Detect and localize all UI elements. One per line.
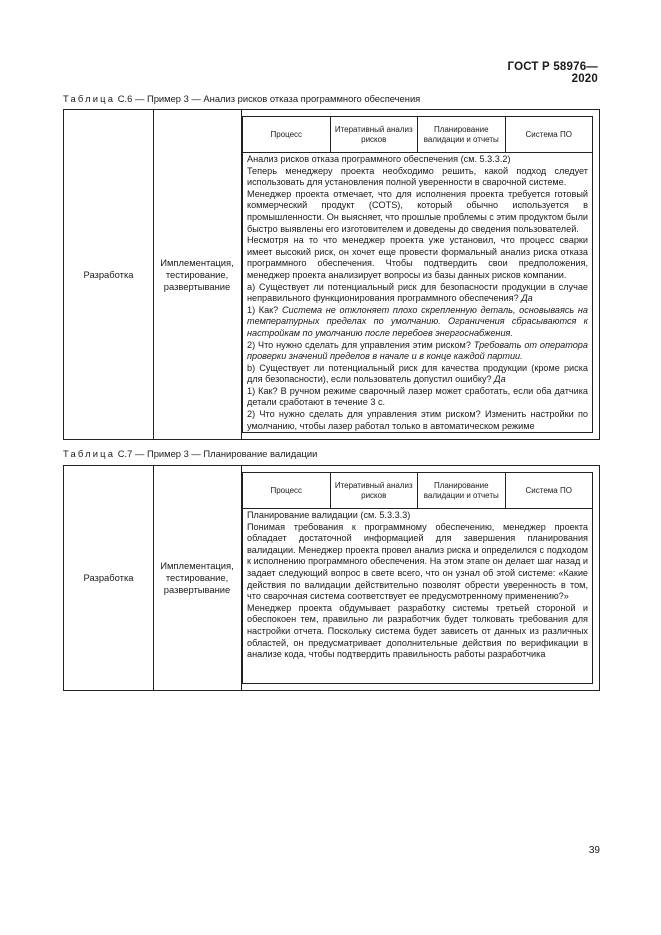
table-c7-caption — [63, 448, 317, 459]
table-c6-stage: Разработка — [83, 268, 134, 280]
document-header-standard: ГОСТ Р 58976—2020 — [507, 61, 598, 85]
table-c7-col-system: Система ПО — [525, 485, 572, 495]
table-c6-body-text — [243, 153, 592, 432]
table-c6-col-system: Система ПО — [525, 129, 572, 139]
question-a2: 2) Что нужно сделать для управления этим риском? Требовать от оператора проверки значений пределов в начале и в конце каждой партии. — [247, 339, 588, 362]
paragraph: Теперь менеджеру проекта необходимо решить, какой подход следует использовать для установления полной уверенности в сварочной системе. — [247, 165, 588, 188]
table-c6-content-box — [242, 116, 593, 433]
table-c6-caption — [63, 93, 420, 104]
table-c6-col-risk: Итеративный анализ рисков — [331, 117, 419, 152]
table-c6 — [63, 109, 600, 440]
table-c6-caption-text: С.6 — Пример 3 — Анализ рисков отказа программного обеспечения — [115, 93, 421, 104]
paragraph: Несмотря на то что менеджер проекта уже установил, что процесс сварки имеет высокий риск, он хочет еще провести формальный анализ риска отказа программного обеспечения. Чтобы подтвердить свои предположения, менеджер проекта анализирует вопросы из базы данных рисков компании. — [247, 235, 588, 280]
table-c7-col-risk: Итеративный анализ рисков — [331, 473, 419, 508]
paragraph: 2) Что нужно сделать для управления этим риском? Изменить настройки по умолчанию, чтобы лазер работал только в автоматическом режиме — [247, 409, 588, 431]
paragraph: Анализ рисков отказа программного обеспечения (см. 5.3.3.2) — [247, 154, 511, 164]
question-a1: 1) Как? Система не отклоняет плохо скрепленную деталь, основываясь на температурных пределах по умолчанию. Ограничения сбрасываются к настройкам по умолчанию после перебоев энергоснабжения. — [247, 304, 589, 338]
table-c6-caption-label: Таблица — [63, 93, 116, 104]
table-c7 — [63, 465, 600, 691]
table-c7-body-text — [243, 509, 592, 683]
table-c7-col-process: Процесс — [243, 473, 331, 508]
table-c6-col-validation: Планирование валидации и отчеты — [418, 117, 506, 152]
question-b: b) Существует ли потенциальный риск для качества продукции (кроме риска для безопасности), если пользователь допустил ошибку? Да — [247, 362, 588, 385]
table-c7-stage-cell — [64, 466, 154, 690]
table-c7-header-row — [243, 473, 592, 509]
table-c6-stage-cell — [64, 110, 154, 439]
paragraph: Понимая требования к программному обеспечению, менеджер проекта обладает достаточной информацией для завершения планирования валидации. Менеджер проекта провел анализ риска и определился с подходом к исполнению программного обеспечения. На этом этапе он делает шаг назад и задает следующий вопрос в свете всего, что он узнал об этой системе: «Какие действия по валидации действительно позволят обрести уверенность в том, что сварочная система соответствует ее предусмотренному применению?» — [247, 521, 588, 602]
table-c7-content-box — [242, 472, 593, 684]
answer-a2: Требовать от оператора проверки значений пределов в начале и в конце каждой партии. — [247, 339, 588, 362]
table-c6-phase-cell — [153, 110, 242, 439]
answer-a1: Система не отклоняет плохо скрепленную деталь, основываясь на температурных пределах по умолчанию. Ограничения сбрасываются к настройкам по умолчанию после перебоев энергоснабжения. — [247, 304, 589, 338]
paragraph: Планирование валидации (см. 5.3.3.3) — [247, 510, 411, 520]
answer-a: Да — [521, 293, 533, 304]
table-c7-phase-cell — [153, 466, 242, 690]
table-c7-phase: Имплементация, тестирование, развертывание — [160, 560, 234, 595]
paragraph: Менеджер проекта обдумывает разработку системы третьей стороной и обеспокоен тем, правильно ли разработчик будет толковать требования для настройки отчета. Поскольку система будет зависеть от данных из различных областей, он предусматривает дополнительные действия по верификации в анализе кода, чтобы подтвердить правильность работы разработчика — [247, 602, 588, 660]
table-c7-caption-text: С.7 — Пример 3 — Планирование валидации — [115, 448, 318, 459]
table-c6-col-process: Процесс — [243, 117, 331, 152]
table-c6-phase: Имплементация, тестирование, развертывание — [160, 256, 234, 292]
table-c6-header-row — [243, 117, 592, 153]
table-c7-caption-label: Таблица — [63, 448, 116, 459]
paragraph: Менеджер проекта отмечает, что для исполнения проекта требуется готовый коммерческий продукт (COTS), который обычно используется в промышленности. Он выясняет, что прошлые проблемы с этим продуктом были быстро выявлены его изготовителем и доведены до сведения пользователей. — [247, 188, 588, 234]
page-number: 39 — [588, 845, 600, 856]
table-c7-col-validation: Планирование валидации и отчеты — [418, 473, 506, 508]
answer-b: Да — [494, 374, 506, 385]
table-c7-stage: Разработка — [83, 572, 134, 583]
paragraph: 1) Как? В ручном режиме сварочный лазер может сработать, если оба датчика детали сработают в течение 3 с. — [247, 385, 588, 408]
question-a: a) Существует ли потенциальный риск для безопасности продукции в случае неправильного функционирования программного обеспечения? Да — [247, 281, 588, 304]
